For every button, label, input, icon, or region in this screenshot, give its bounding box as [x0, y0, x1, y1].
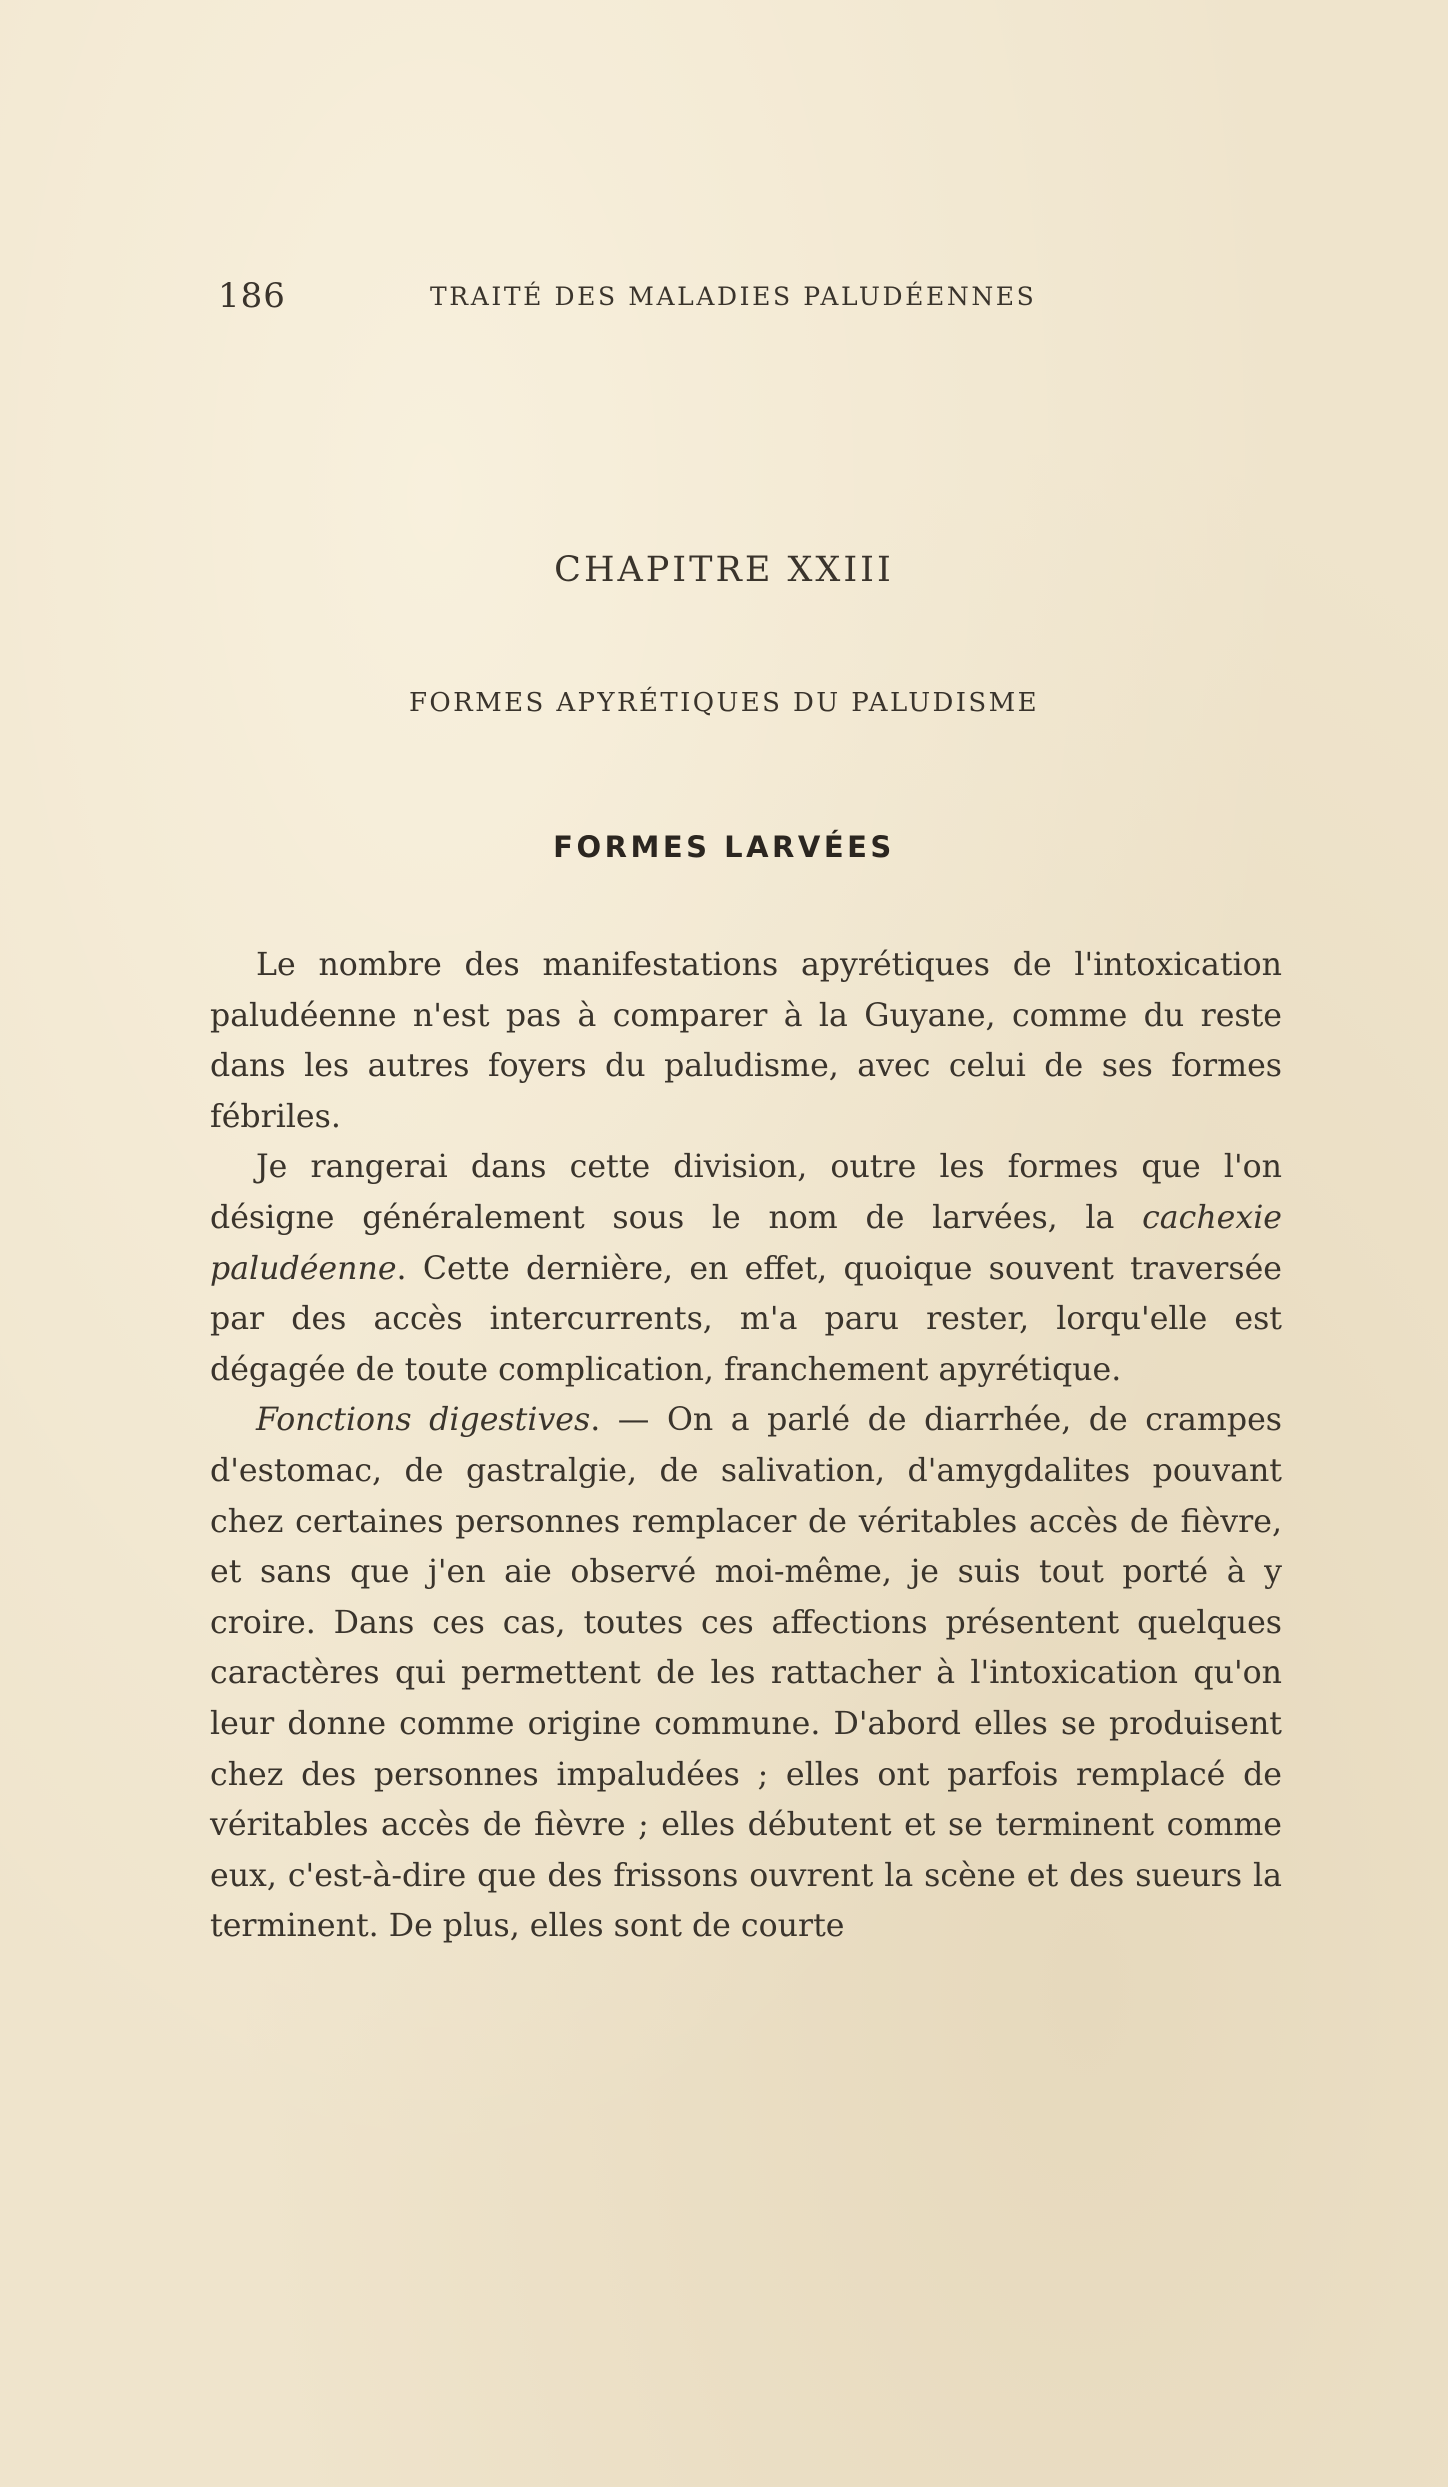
running-header	[218, 276, 1288, 316]
paragraph-3	[210, 1395, 1282, 1952]
page-number: 186	[218, 276, 286, 316]
paragraph-2-italic: cachexie paludéenne	[210, 1199, 1282, 1287]
paragraph-1-text: Le nombre des manifestations apyrétiques de l'intoxication paludéenne n'est pas à comparer à la Guyane, comme du reste dans les autres foyers du paludisme, avec celui de ses formes fébriles.	[210, 947, 1282, 1135]
paragraph-2-end: . Cette dernière, en effet, quoique souvent traversée par des accès intercurrents, m'a paru rester, lorqu'elle est dégagée de toute complication, franchement apyrétique.	[210, 1250, 1282, 1388]
paragraph-3-italic: Fonctions digestives	[256, 1402, 591, 1439]
chapter-subtitle: FORMES APYRÉTIQUES DU PALUDISME	[408, 688, 1040, 718]
section-title: FORMES LARVÉES	[553, 830, 895, 864]
paragraph-2-start: Je rangerai dans cette division, outre les formes que l'on désigne généralement sous le nom de larvées, la	[210, 1149, 1282, 1236]
paragraph-1	[210, 940, 1282, 1142]
chapter-title: CHAPITRE XXIII	[554, 550, 894, 590]
paragraph-3-end: . — On a parlé de diarrhée, de crampes d'estomac, de gastralgie, de salivation, d'amygdalites pouvant chez certaines personnes remplacer de véritables accès de fièvre, et sans que j'en aie observé moi-même, je suis tout porté à y croire. Dans ces cas, toutes ces affections présentent quelques caractères qui permettent de les rattacher à l'intoxication qu'on leur donne comme origine commune. D'abord elles se produisent chez des personnes impaludées ; elles ont parfois remplacé de véritables accès de fièvre ; elles débutent et se terminent comme eux, c'est-à-dire que des frissons ouvrent la scène et des sueurs la terminent. De plus, elles sont de courte	[210, 1402, 1282, 1945]
paragraph-2	[210, 1142, 1282, 1395]
body-text	[210, 940, 1282, 1952]
running-title: TRAITÉ DES MALADIES PALUDÉENNES	[430, 282, 1037, 311]
